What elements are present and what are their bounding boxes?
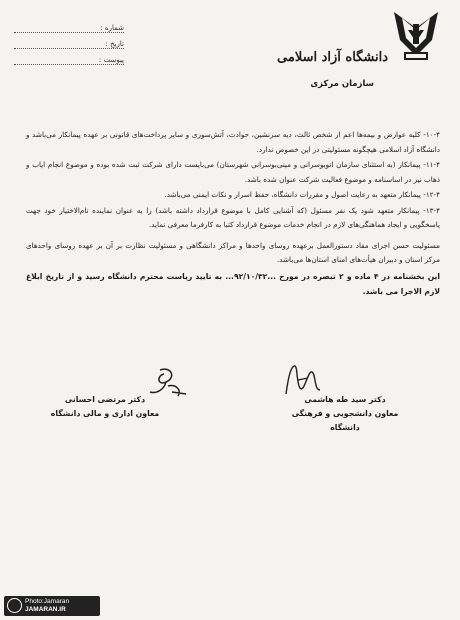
clause-paragraph: ۱۰-۴- کلیه عوارض و بیمه‌ها اعم از شخص ثالث، دیه سرنشین، حوادث، آتش‌سوزی و سایر پرداخت‌های قانونی بر عهده پیمانکار می‌باشد و دانشگاه آزاد اسلامی هیچگونه مسئولیتی در این خصوص ندارد. [26, 130, 440, 154]
signatory-name: دکتر سید طه هاشمی [304, 395, 386, 404]
clause-paragraph: ۱۱-۴- پیمانکار (به استثنای سازمان اتوبوسرانی و مینی‌بوسرانی شهرستان) می‌بایست دارای شرکت ثبت شده بوده و موضوع انجام ایاب و ذهاب نیز در اساسنامه و موضوع فعالیت شرکت عنوان شده باشد. [26, 160, 440, 184]
office-name: سازمان مرکزی [310, 79, 374, 89]
watermark-logo-icon [7, 598, 22, 613]
clause-paragraph: ۱۲-۴- پیمانکار متعهد به رعایت اصول و مقررات دانشگاه، حفظ اسرار و نکات ایمنی می‌باشد. [164, 190, 440, 199]
signatory-title: معاون دانشجویی و فرهنگی دانشگاه [291, 409, 399, 432]
university-name: دانشگاه آزاد اسلامی [277, 50, 388, 65]
clause-paragraph: ۱۳-۴- پیمانکار متعهد شود یک نفر مسئول (که آشنایی کامل با موضوع قرارداد داشته باشد) را به عنوان نماینده تام‌الاختیار خود جهت پاسخگویی و ایجاد هماهنگی‌های لازم در انجام خدمات موضوع قرارداد کتبا به کارفرما معرفی نماید. [26, 205, 440, 229]
attachment-label: پیوست : [99, 56, 124, 64]
letter-meta-fields [14, 24, 124, 72]
university-logo-icon [392, 10, 440, 62]
dotted-line [14, 48, 124, 49]
attachment-field [14, 56, 124, 72]
watermark-line2: JAMARAN.IR [25, 606, 66, 613]
number-field [14, 24, 124, 40]
signatory-right [280, 393, 410, 435]
watermark-line1: Photo:Jamaran [25, 598, 70, 605]
letter-body [26, 128, 440, 300]
responsibility-paragraph: مسئولیت حسن اجرای مفاد دستورالعمل برعهده روسای واحدها و مراکز دانشگاهی و مسئولیت نظارت بر آن بر عهده روسای واحدهای مرکز استان و دبیران هیأت‌های امنای استان‌ها می‌باشد. [26, 240, 440, 264]
signatory-name: دکتر مرتضی احسانی [64, 395, 146, 404]
dotted-line [14, 32, 124, 33]
date-field [14, 40, 124, 56]
signatory-title: معاون اداری و مالی دانشگاه [50, 409, 160, 418]
date-label: تاریخ : [105, 40, 124, 48]
number-label: شماره : [100, 24, 124, 32]
signatory-left [40, 393, 170, 421]
photo-watermark [4, 596, 100, 616]
approval-paragraph: این بخشنامه در ۴ ماده و ۲ تبصره در مورخ ...۹۲/۱۰/۳۲... به تایید ریاست محترم دانشگاه رسید و از تاریخ ابلاغ لازم الاجرا می باشد. [26, 271, 440, 296]
dotted-line [14, 64, 124, 65]
